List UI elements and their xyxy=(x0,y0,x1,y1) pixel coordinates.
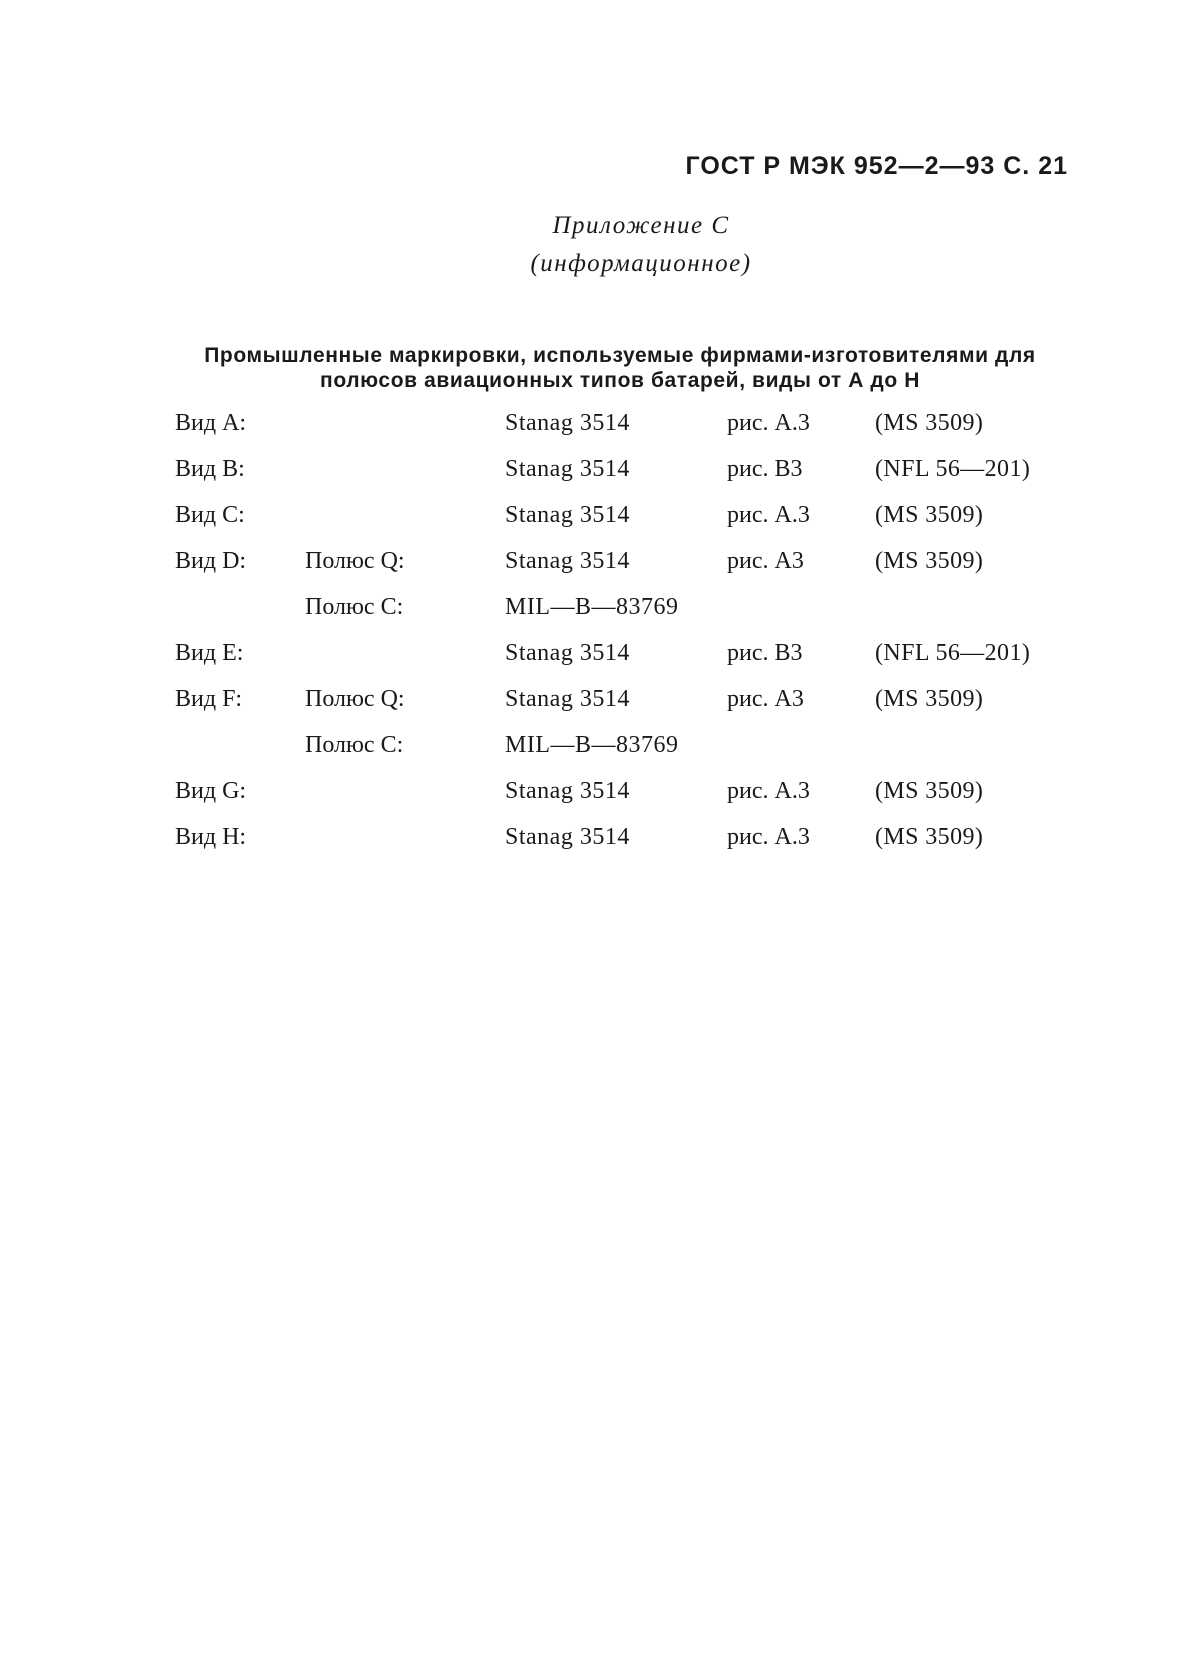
spec-ref: (MS 3509) xyxy=(875,548,984,574)
pole-label: Полюс Q: xyxy=(305,548,405,574)
view-label: Вид Е: xyxy=(175,640,244,666)
standard-value: Stanag 3514 xyxy=(505,686,630,712)
pole-label: Полюс С: xyxy=(305,732,404,758)
standard-value: Stanag 3514 xyxy=(505,548,630,574)
section-title: Промышленные маркировки, используемые фирмами-изготовителями для полюсов авиационных типов батарей, виды от А до Н xyxy=(204,344,1036,392)
spec-ref: (MS 3509) xyxy=(875,778,984,804)
standard-value: MIL—В—83769 xyxy=(505,594,679,620)
spec-ref: (MS 3509) xyxy=(875,502,984,528)
standard-value: Stanag 3514 xyxy=(505,824,630,850)
list-item xyxy=(0,778,1187,818)
list-item xyxy=(0,456,1187,496)
view-label: Вид А: xyxy=(175,410,247,436)
pole-label: Полюс Q: xyxy=(305,686,405,712)
list-item xyxy=(0,502,1187,542)
figure-ref: рис. В3 xyxy=(727,640,803,666)
standard-value: Stanag 3514 xyxy=(505,456,630,482)
list-item xyxy=(0,410,1187,450)
figure-ref: рис. А.3 xyxy=(727,778,810,804)
view-label: Вид F: xyxy=(175,686,243,712)
list-item xyxy=(0,548,1187,588)
standard-value: Stanag 3514 xyxy=(505,410,630,436)
list-item xyxy=(0,686,1187,726)
spec-ref: (MS 3509) xyxy=(875,824,984,850)
appendix-title: Приложение С xyxy=(552,212,730,239)
figure-ref: рис. А.3 xyxy=(727,410,810,436)
view-label: Вид В: xyxy=(175,456,245,482)
list-item xyxy=(0,640,1187,680)
figure-ref: рис. В3 xyxy=(727,456,803,482)
spec-ref: (NFL 56—201) xyxy=(875,456,1031,482)
standard-value: Stanag 3514 xyxy=(505,502,630,528)
list-item xyxy=(0,594,1187,634)
standard-value: Stanag 3514 xyxy=(505,640,630,666)
page-header: ГОСТ Р МЭК 952—2—93 С. 21 xyxy=(685,152,1068,180)
view-label: Вид Н: xyxy=(175,824,247,850)
figure-ref: рис. А3 xyxy=(727,548,804,574)
list-item xyxy=(0,732,1187,772)
figure-ref: рис. А.3 xyxy=(727,824,810,850)
figure-ref: рис. А3 xyxy=(727,686,804,712)
view-label: Вид D: xyxy=(175,548,247,574)
figure-ref: рис. А.3 xyxy=(727,502,810,528)
spec-ref: (NFL 56—201) xyxy=(875,640,1031,666)
standard-value: Stanag 3514 xyxy=(505,778,630,804)
appendix-subtitle: (информационное) xyxy=(530,250,752,277)
spec-ref: (MS 3509) xyxy=(875,410,984,436)
view-label: Вид С: xyxy=(175,502,245,528)
pole-label: Полюс С: xyxy=(305,594,404,620)
standard-value: MIL—В—83769 xyxy=(505,732,679,758)
view-label: Вид G: xyxy=(175,778,247,804)
spec-ref: (MS 3509) xyxy=(875,686,984,712)
list-item xyxy=(0,824,1187,864)
